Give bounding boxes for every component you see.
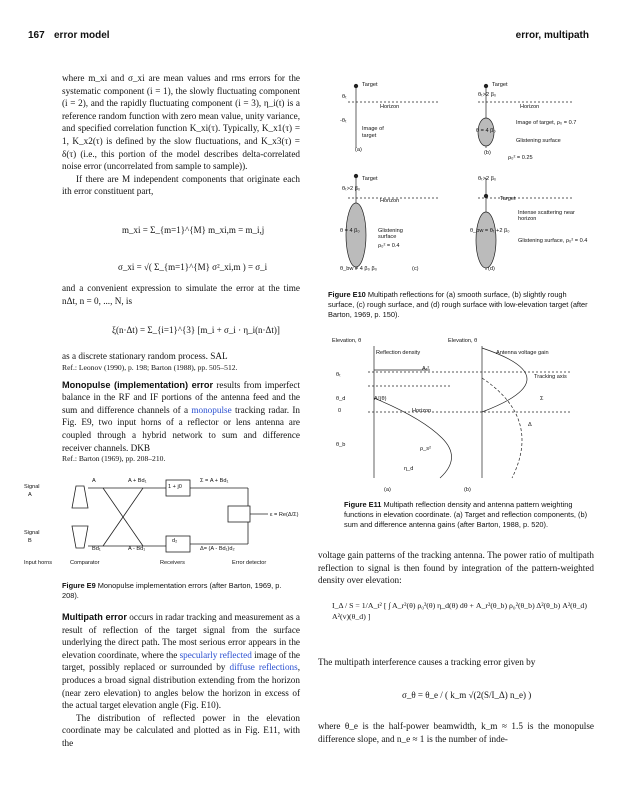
- fig11-sigma: Σ: [540, 396, 544, 402]
- fig10d-glistening: Glistening surface, ρ₀² = 0.4: [518, 238, 588, 244]
- link-monopulse[interactable]: monopulse: [191, 404, 232, 415]
- fig9-input-horns: Input horns: [24, 560, 52, 566]
- fig10a-theta: θₜ: [342, 94, 347, 100]
- left-column-bottom: [62, 611, 300, 750]
- mono-text-a: results from imperfect balance in the RF and IF portions of the antenna feed and the sum and difference channels of a: [62, 379, 300, 415]
- right-column-top: [318, 549, 594, 587]
- paragraph-power-ratio: voltage gain patterns of the tracking antenna. The power ratio of multipath reflection to signal is then found by integration of the pattern-weighted density over elevation:: [318, 550, 594, 586]
- paragraph-monopulse: [62, 379, 300, 455]
- fig9-one-j0: 1 + j0: [168, 484, 182, 490]
- multi-text-a: occurs in radar tracking and measurement as a result of reflection of the target signal from the surface underlying the direct path. The most serious error appears in the elevation coordinate, where the: [62, 612, 300, 660]
- fig10c-tb: θₜ>2 β₀: [342, 186, 361, 192]
- multi-text-b: image of the target, possibly replaced or surrounded by: [62, 649, 301, 673]
- fig10d-td: θ_bw = θₜ +2 β₀: [470, 228, 510, 234]
- figure-e10-caption: [328, 290, 590, 321]
- diff-gain-curve: [482, 378, 522, 478]
- fig10a-target-label: target: [362, 133, 377, 139]
- fig10b-horizon: Horizon: [520, 104, 540, 110]
- fig10a-horizon: Horizon: [380, 104, 400, 110]
- right-column-bottom: [318, 720, 594, 745]
- fig9-epsilon: ε = Re(Δ/Σ): [270, 512, 299, 518]
- fig10-caption-text: Multipath reflections for (a) smooth surface, (b) slightly rough surface, (c) rough surface, and (d) rough surface with low-elevation target (after Barton, 1969, p. 150).: [328, 290, 588, 320]
- equation-sigma: σ_xi = √( Σ_{m=1}^{M} σ²_xi,m ) = σ_i: [118, 262, 268, 272]
- fig10b-tb: θₜ>2 β₀: [478, 92, 497, 98]
- term-multipath-error: Multipath error: [62, 612, 127, 622]
- fig9-signal-a: Signal: [24, 484, 40, 490]
- fig11-delta: Δ: [528, 422, 532, 428]
- fig10-label-d: (d): [488, 266, 495, 272]
- fig11-atheta: A²(θ): [374, 396, 387, 402]
- paragraph-components: If there are M independent components that originate each ith error constituent part,: [62, 173, 300, 197]
- fig10d-intense: Intense scattering near horizon: [518, 210, 575, 222]
- detector-box: [228, 506, 250, 522]
- fig11-theta-b: θ_b: [336, 442, 346, 448]
- fig9-caption-label: Figure E9: [62, 581, 96, 590]
- figure-e11-caption: [344, 500, 594, 531]
- fig11-theta-t: θₜ: [336, 372, 341, 378]
- fig11-eta: η_d: [404, 466, 414, 472]
- equation-sigma-theta: σ_θ = θ_e / ( k_m √(2(S/I_Δ) n_e) ): [402, 690, 532, 700]
- fig11-horizon: Horizon: [412, 408, 432, 414]
- page-number: 167: [28, 30, 45, 41]
- fig10d-target: Target: [500, 196, 516, 202]
- paragraph-error-model: where m_xi and σ_xi are mean values and rms errors for the systematic component (i = 1), the slowly fluctuating component (i = 2), and the rapidly fluctuating component (i = 3), η_i(t) is a reference random function with zero mean value, unity variance, and specified correlation function K_xi(τ). Typically, K_x1(τ) = 1, K_x2(τ) is defined by the slow fluctuations, and K_x3(τ) = δ(τ) (i.e., this portion of the model describes delta-correlated noise error (uncorrelated from sample to sample)).: [62, 73, 300, 172]
- fig11-label-a: (a): [384, 487, 391, 493]
- d2-box: [166, 536, 190, 552]
- fig10c-t4b: θ = 4 β₀: [340, 228, 360, 234]
- reference-leonov: Ref.: Leonov (1990), p. 198; Barton (1988), pp. 505–512.: [62, 362, 238, 372]
- paragraph-multipath: [62, 611, 300, 712]
- fig9-b: B: [28, 538, 32, 544]
- fig11-label-b: (b): [464, 487, 471, 493]
- fig10d-tb: θₜ>2 β₀: [478, 176, 497, 182]
- fig9-error-detector: Error detector: [232, 560, 267, 566]
- horn-b: [72, 526, 88, 548]
- fig10b-glistening: Glistening surface: [516, 138, 561, 144]
- fig11-tracking-axis: Tracking axis: [534, 374, 567, 380]
- fig9-sigma: Σ = A + Bd₁: [200, 478, 229, 484]
- paragraph-tracking-error: The multipath interference causes a tracking error given by: [318, 657, 536, 667]
- right-column-mid: [318, 656, 594, 669]
- horn-a: [72, 486, 88, 508]
- fig10-caption-label: Figure E10: [328, 290, 366, 299]
- paragraph-stationary: as a discrete stationary random process. SAL: [62, 351, 228, 361]
- fig10c-theta-range: θ_bw = 4 β₀ β₀: [340, 266, 378, 272]
- fig11-caption-text: Multipath reflection density and antenna pattern weighting functions in elevation coordinate. (a) Target and reflection components, (b) sum and difference antenna gains (after Barton, 1988, p. 520).: [344, 500, 588, 530]
- fig10c-rho: ρ₀² = 0.4: [378, 243, 400, 249]
- fig9-signal-b: Signal: [24, 530, 40, 536]
- fig11-zero: 0: [338, 408, 342, 414]
- fig10b-target: Target: [492, 82, 508, 88]
- mono-text-b: tracking radar. In Fig. E9, two input horns of a reflector or lens antenna are coupled through a hybrid network to sum and difference receiver channels. DKB: [62, 404, 300, 453]
- left-column-mono: [62, 350, 300, 464]
- fig9-comparator: Comparator: [70, 560, 100, 566]
- fig11-theta-d: θ_d: [336, 396, 346, 402]
- running-title-left: error model: [54, 30, 110, 41]
- fig11-elevation-a: Elevation, θ: [332, 338, 362, 344]
- figure-e11-diagram: [332, 338, 592, 488]
- fig11-caption-label: Figure E11: [344, 500, 382, 509]
- fig10c-glistening: Glistening surface: [378, 228, 403, 240]
- link-specularly-reflected[interactable]: specularly reflected: [179, 649, 252, 660]
- fig10c-target: Target: [362, 176, 378, 182]
- fig9-bd1: Bd₁: [92, 546, 101, 552]
- reference-barton: Ref.: Barton (1969), pp. 208–210.: [62, 454, 166, 464]
- left-column-top: [62, 72, 300, 198]
- paragraph-simulate: and a convenient expression to simulate the error at the time nΔt, n = 0, ..., N, is: [62, 283, 300, 306]
- fig10b-image-rough: Image of target, ρ₀ = 0.7: [516, 120, 577, 126]
- fig11-elevation-b: Elevation, θ: [448, 338, 478, 344]
- fig10-label-c: (c): [412, 266, 419, 272]
- fig10a-minus-theta: -θₜ: [340, 118, 347, 124]
- fig11-at: Aₜ²: [422, 366, 430, 372]
- fig9-a-minus: A - Bd₁: [128, 546, 146, 552]
- fig11-antenna-gain: Antenna voltage gain: [496, 350, 549, 356]
- fig9-a-plus: A + Bd₁: [128, 478, 147, 484]
- fig11-reflection-density: Reflection density: [376, 350, 421, 356]
- fig10a-target: Target: [362, 82, 378, 88]
- paragraph-distribution: The distribution of reflected power in the elevation coordinate may be calculated and plotted as in Fig. E11, with the: [62, 712, 300, 748]
- fig9-caption-text: Monopulse implementation errors (after Barton, 1969, p. 208).: [62, 581, 282, 601]
- multi-text-c: , produces a broad signal distribution extending from the horizon (near zero elevation) to angles below the horizon in excess of the actual target elevation angle (Fig. E10).: [62, 662, 301, 711]
- paragraph-beamwidth: where θ_e is the half-power beamwidth, k_m ≈ 1.5 is the monopulse difference slope, and n_e ≈ 1 is the number of inde-: [318, 721, 594, 744]
- fig9-d2: d₂: [172, 538, 178, 544]
- running-title-right: error, multipath: [515, 30, 589, 41]
- fig10c-horizon: Horizon: [380, 198, 400, 204]
- fig10b-t4b: θ = 4 β₀: [476, 128, 496, 134]
- figure-e9-caption: [62, 581, 300, 601]
- sum-gain-curve: [482, 348, 527, 412]
- equation-xi: ξ(n·Δt) = Σ_{i=1}^{3} [m_i + σ_i · η_i(n·Δt)]: [112, 325, 280, 335]
- fig9-a: A: [28, 492, 32, 498]
- fig10-label-b: (b): [484, 150, 491, 156]
- equation-power-ratio: I_Δ / S = 1/A_t² [ ∫ A_r²(θ) ρ₀²(θ) η_d(θ) dθ + A_r²(θ_b) ρ₀²(θ_b) Δ²(θ_b) A²(θ_d) A²(v)(θ_d) ]: [332, 601, 587, 621]
- fig9-receivers: Receivers: [160, 560, 185, 566]
- fig9-delta: Δ= (A - Bd₁)d₂: [200, 546, 235, 552]
- fig10-label-a: (a): [355, 147, 362, 153]
- fig9-a-label: A: [92, 478, 96, 484]
- term-monopulse-error: Monopulse (implementation) error: [62, 379, 214, 390]
- left-column-mid: [62, 282, 300, 307]
- fig10a-image-of: Image of: [362, 126, 384, 132]
- equation-mean: m_xi = Σ_{m=1}^{M} m_xi,m = m_i,j: [122, 225, 265, 235]
- fig10b-rho: ρ₀² = 0.25: [508, 155, 533, 161]
- link-diffuse-reflections[interactable]: diffuse reflections: [229, 662, 298, 673]
- fig11-rho: ρ_s²: [420, 446, 431, 452]
